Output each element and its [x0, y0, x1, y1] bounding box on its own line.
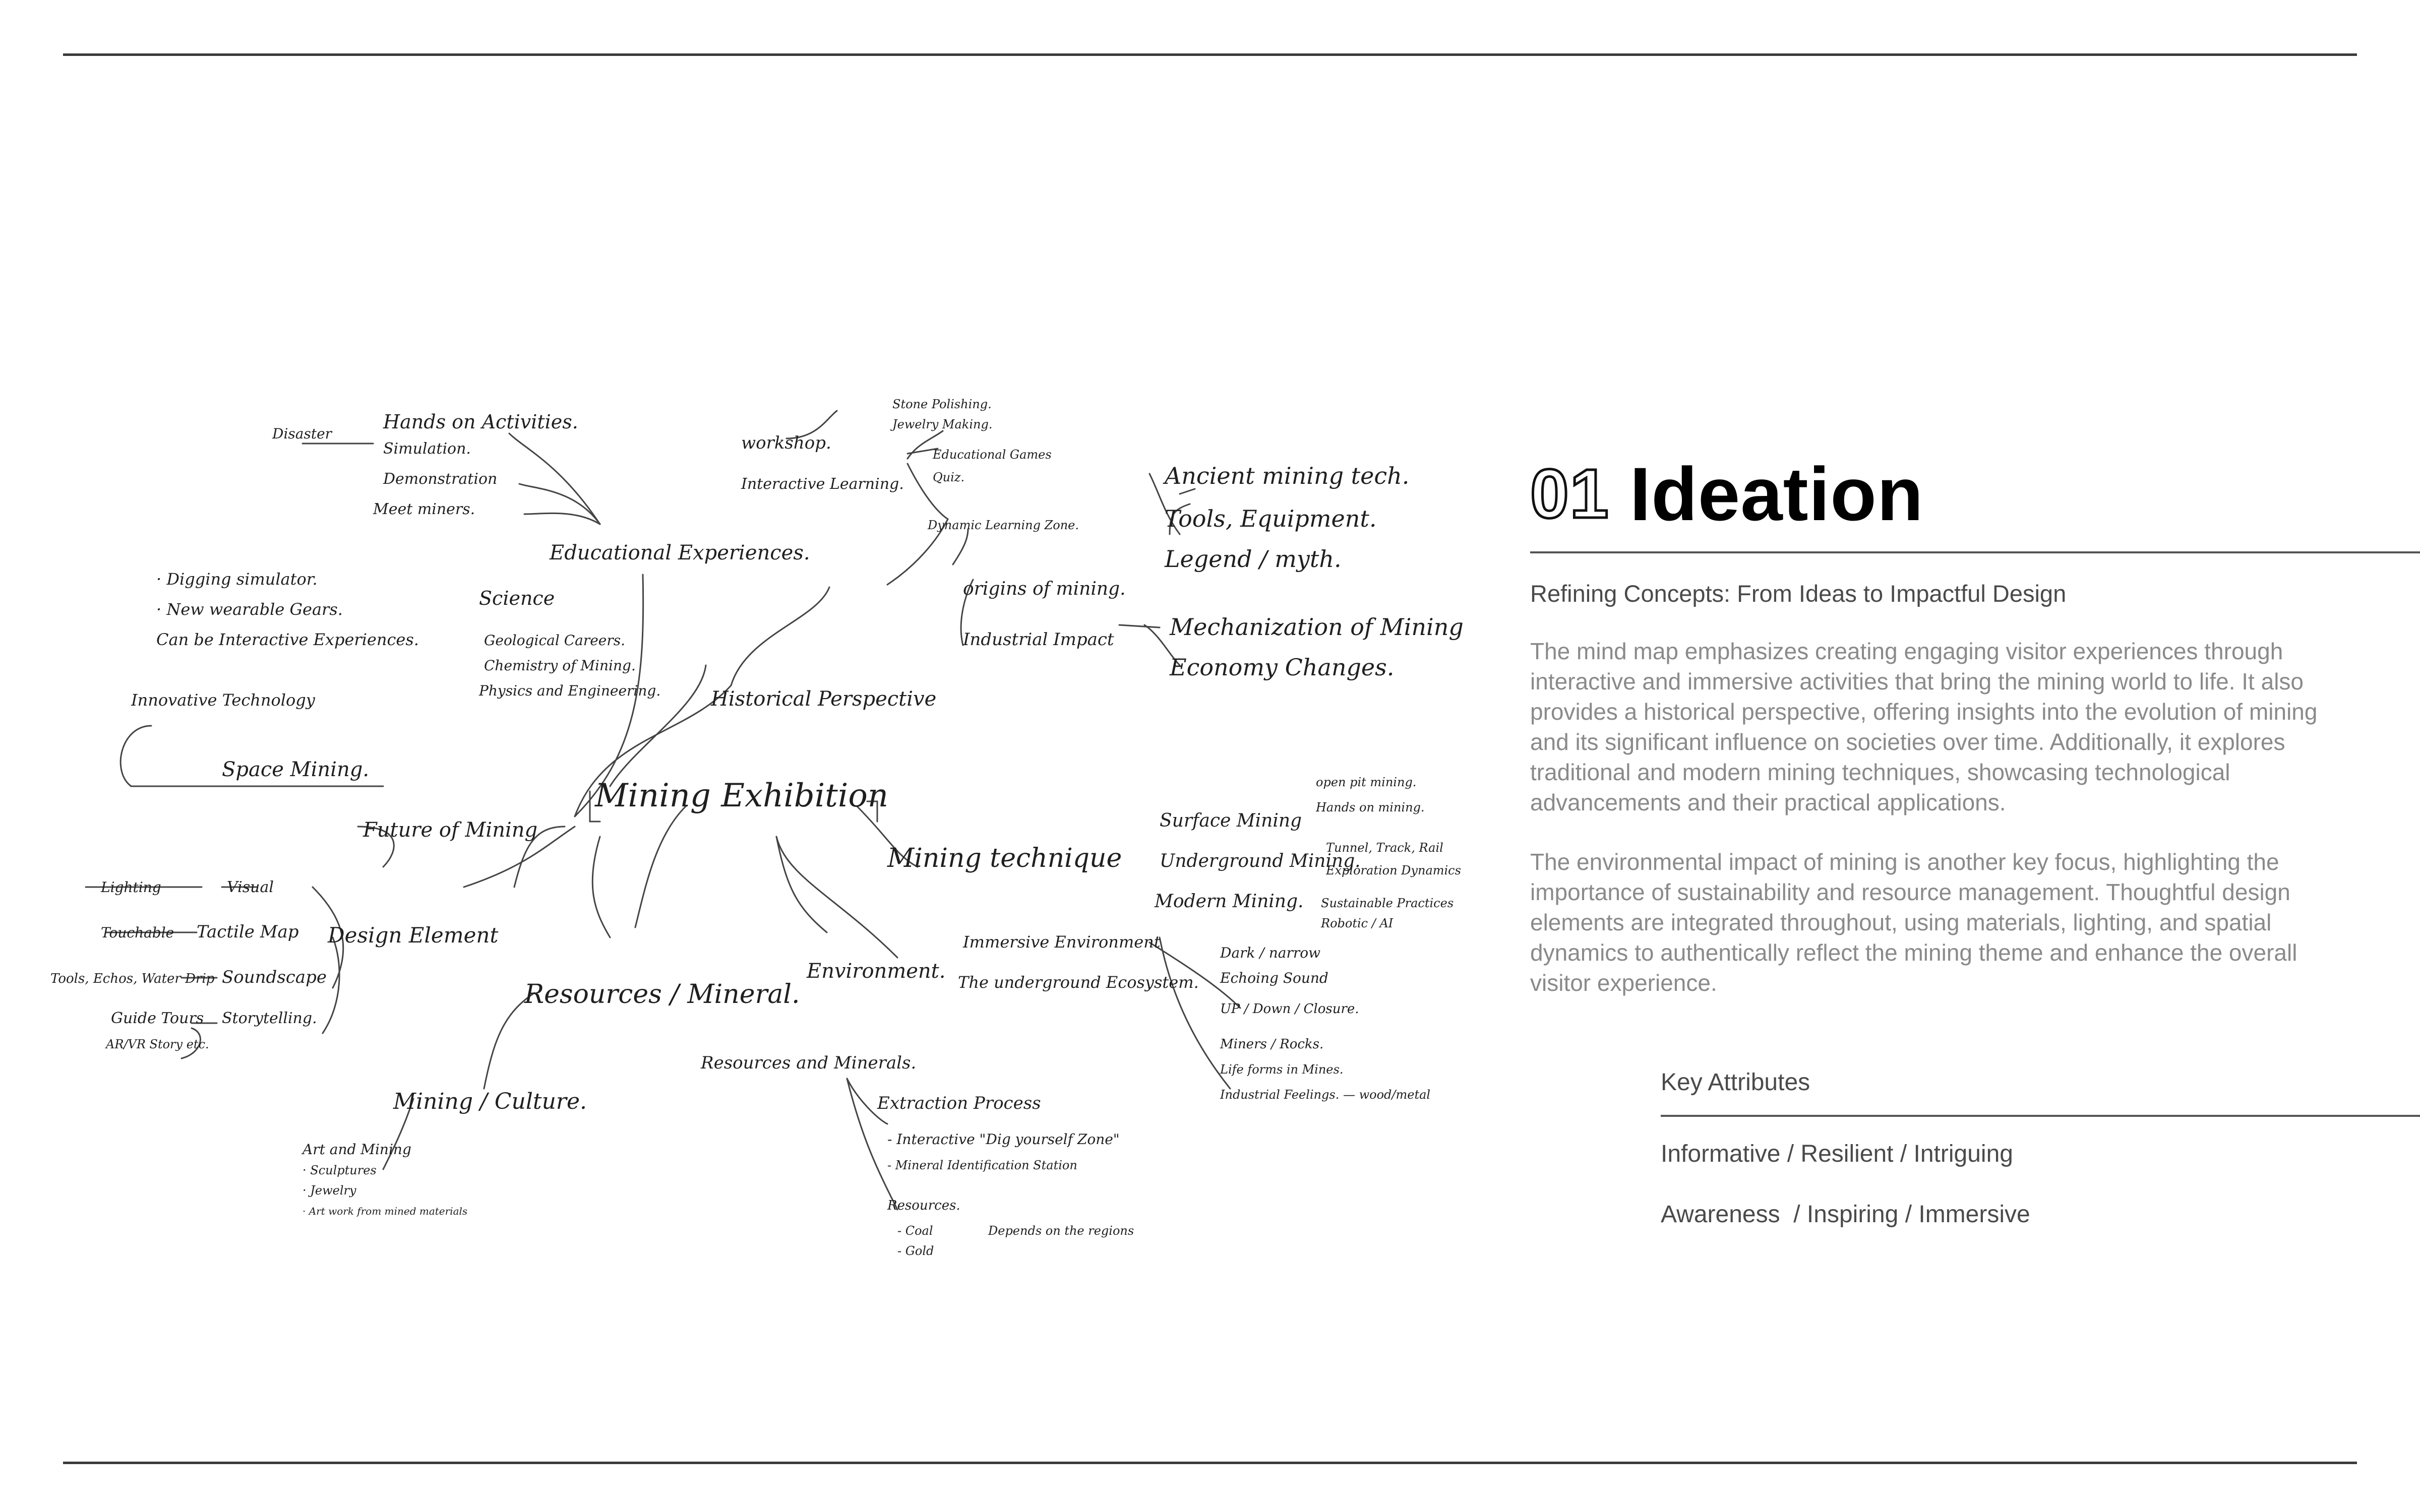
origins-item-1: Tools, Equipment. — [1165, 505, 1377, 532]
modern-item-1: Robotic / AI — [1321, 916, 1394, 930]
design-left-1: Touchable — [101, 924, 174, 941]
origins-item-2: Legend / myth. — [1165, 545, 1342, 573]
res-item-1: - Gold — [897, 1244, 934, 1258]
origins-item-0: Ancient mining tech. — [1165, 462, 1410, 489]
design-right-1: Tactile Map — [197, 922, 299, 942]
interactive-item-2: Dynamic Learning Zone. — [928, 518, 1079, 532]
edu-item-4: Meet miners. — [373, 500, 475, 518]
impact-item-1: Economy Changes. — [1170, 654, 1395, 681]
interactive-item-1: Quiz. — [933, 470, 965, 484]
surface-label: Surface Mining — [1160, 810, 1302, 831]
culture-item-1: · Sculptures — [302, 1163, 377, 1177]
culture-item-0: Art and Mining — [302, 1141, 411, 1158]
science-label: Science — [479, 587, 555, 609]
section-heading — [1530, 444, 1924, 544]
design-extra: AR/VR Story etc. — [106, 1037, 209, 1051]
env-item-2: UP / Down / Closure. — [1220, 1001, 1359, 1017]
env-immersive: Immersive Environment — [963, 932, 1161, 952]
top-rule — [63, 53, 2357, 56]
workshop-label: workshop. — [741, 433, 831, 453]
space-label: Space Mining. — [222, 758, 370, 781]
modern-label: Modern Mining. — [1155, 891, 1304, 912]
science-item-0: Geological Careers. — [484, 632, 626, 649]
environment-label: Environment. — [807, 960, 946, 983]
underground-item-0: Tunnel, Track, Rail — [1326, 841, 1443, 855]
resources-label: Resources / Mineral. — [524, 979, 800, 1010]
culture-label: Mining / Culture. — [393, 1089, 587, 1114]
env-item-3: Miners / Rocks. — [1220, 1037, 1324, 1052]
res-resources-label: Resources. — [887, 1198, 960, 1213]
underground-label: Underground Mining. — [1160, 851, 1361, 871]
impact-item-0: Mechanization of Mining — [1170, 613, 1464, 641]
design-left-3: Guide Tours — [111, 1010, 204, 1027]
workshop-item-1: Jewelry Making. — [892, 417, 993, 431]
design-right-0: Visual — [227, 878, 274, 896]
impact-label: Industrial Impact — [963, 629, 1114, 650]
edu-item-0: Hands on Activities. — [383, 411, 578, 433]
technique-label: Mining technique — [887, 843, 1122, 873]
culture-item-2: · Jewelry — [302, 1183, 356, 1198]
env-item-1: Echoing Sound — [1220, 970, 1328, 986]
interactive-item-0: Educational Games — [933, 448, 1052, 462]
section-title: Ideation — [1629, 451, 1924, 536]
key-attributes-rule — [1661, 1115, 2420, 1117]
res-note: Depends on the regions — [988, 1224, 1134, 1238]
edu-item-1: Disaster — [272, 425, 332, 442]
key-attributes-line-1: Informative / Resilient / Intriguing — [1661, 1141, 2013, 1167]
surface-item-0: open pit mining. — [1316, 775, 1417, 789]
extraction-item-0: - Interactive "Dig yourself Zone" — [887, 1131, 1120, 1148]
section-subtitle: Refining Concepts: From Ideas to Impactful Design — [1530, 580, 2067, 607]
extraction-label: Extraction Process — [877, 1093, 1041, 1113]
key-attributes-line-2: Awareness / Inspiring / Immersive — [1661, 1201, 2030, 1228]
bottom-rule — [63, 1462, 2357, 1464]
science-item-2: Physics and Engineering. — [479, 682, 661, 699]
modern-item-0: Sustainable Practices — [1321, 896, 1454, 910]
edu-item-3: Demonstration — [383, 470, 498, 488]
env-item-5: Industrial Feelings. — wood/metal — [1220, 1088, 1431, 1102]
future-item-1: · New wearable Gears. — [156, 600, 343, 619]
design-label: Design Element — [328, 923, 499, 948]
underground-item-1: Exploration Dynamics — [1326, 863, 1461, 877]
future-item-0: · Digging simulator. — [156, 570, 318, 589]
culture-item-3: · Art work from mined materials — [302, 1205, 468, 1217]
extraction-item-1: - Mineral Identification Station — [887, 1158, 1077, 1172]
mind-map-svg — [30, 383, 1472, 1270]
workshop-item-0: Stone Polishing. — [892, 397, 992, 411]
env-item-0: Dark / narrow — [1220, 944, 1321, 961]
body-paragraph-2: The environmental impact of mining is another key focus, highlighting the importance of sustainability and resource management. Thoughtful design elements are integrated throughout, using materials, lighting, and spatial dynamics to authentically reflect the mining theme and enhance the overall visitor experience. — [1530, 849, 2297, 996]
design-right-3: Storytelling. — [222, 1010, 317, 1027]
design-left-0: Lighting — [101, 879, 161, 896]
origins-label: origins of mining. — [963, 579, 1126, 599]
science-item-1: Chemistry of Mining. — [484, 657, 636, 674]
innovative-label: Innovative Technology — [131, 690, 315, 710]
body-paragraph-1: The mind map emphasizes creating engaging visitor experiences through interactive and immersive activities that bring the mining world to life. It also provides a historical perspective, offering insights into the evolution of mining and its significant influence on societies over time. Additionally, it explores traditional and modern mining techniques, showcasing technological advancements and their practical applications. — [1530, 638, 2318, 815]
future-label: Future of Mining — [363, 818, 538, 842]
key-attributes-title: Key Attributes — [1661, 1069, 1810, 1096]
res-item-0: - Coal — [897, 1224, 933, 1238]
env-item-4: Life forms in Mines. — [1220, 1062, 1344, 1077]
historical-label: Historical Perspective — [711, 687, 937, 711]
edu-label: Educational Experiences. — [550, 541, 810, 564]
interactive-label: Interactive Learning. — [741, 475, 904, 493]
design-right-2: Soundscape — [222, 967, 327, 987]
heading-rule — [1530, 551, 2420, 553]
surface-item-1: Hands on mining. — [1316, 800, 1425, 814]
edu-item-2: Simulation. — [383, 440, 471, 458]
mindmap-center: Mining Exhibition — [595, 777, 889, 814]
mind-map-sketch — [30, 383, 1472, 1270]
future-item-2: Can be Interactive Experiences. — [156, 630, 419, 649]
design-left-2: Tools, Echos, Water Drip — [50, 971, 215, 986]
env-ecosystem: The underground Ecosystem. — [958, 973, 1199, 992]
section-number: 01 — [1530, 455, 1610, 533]
res-sub-label: Resources and Minerals. — [701, 1053, 917, 1073]
